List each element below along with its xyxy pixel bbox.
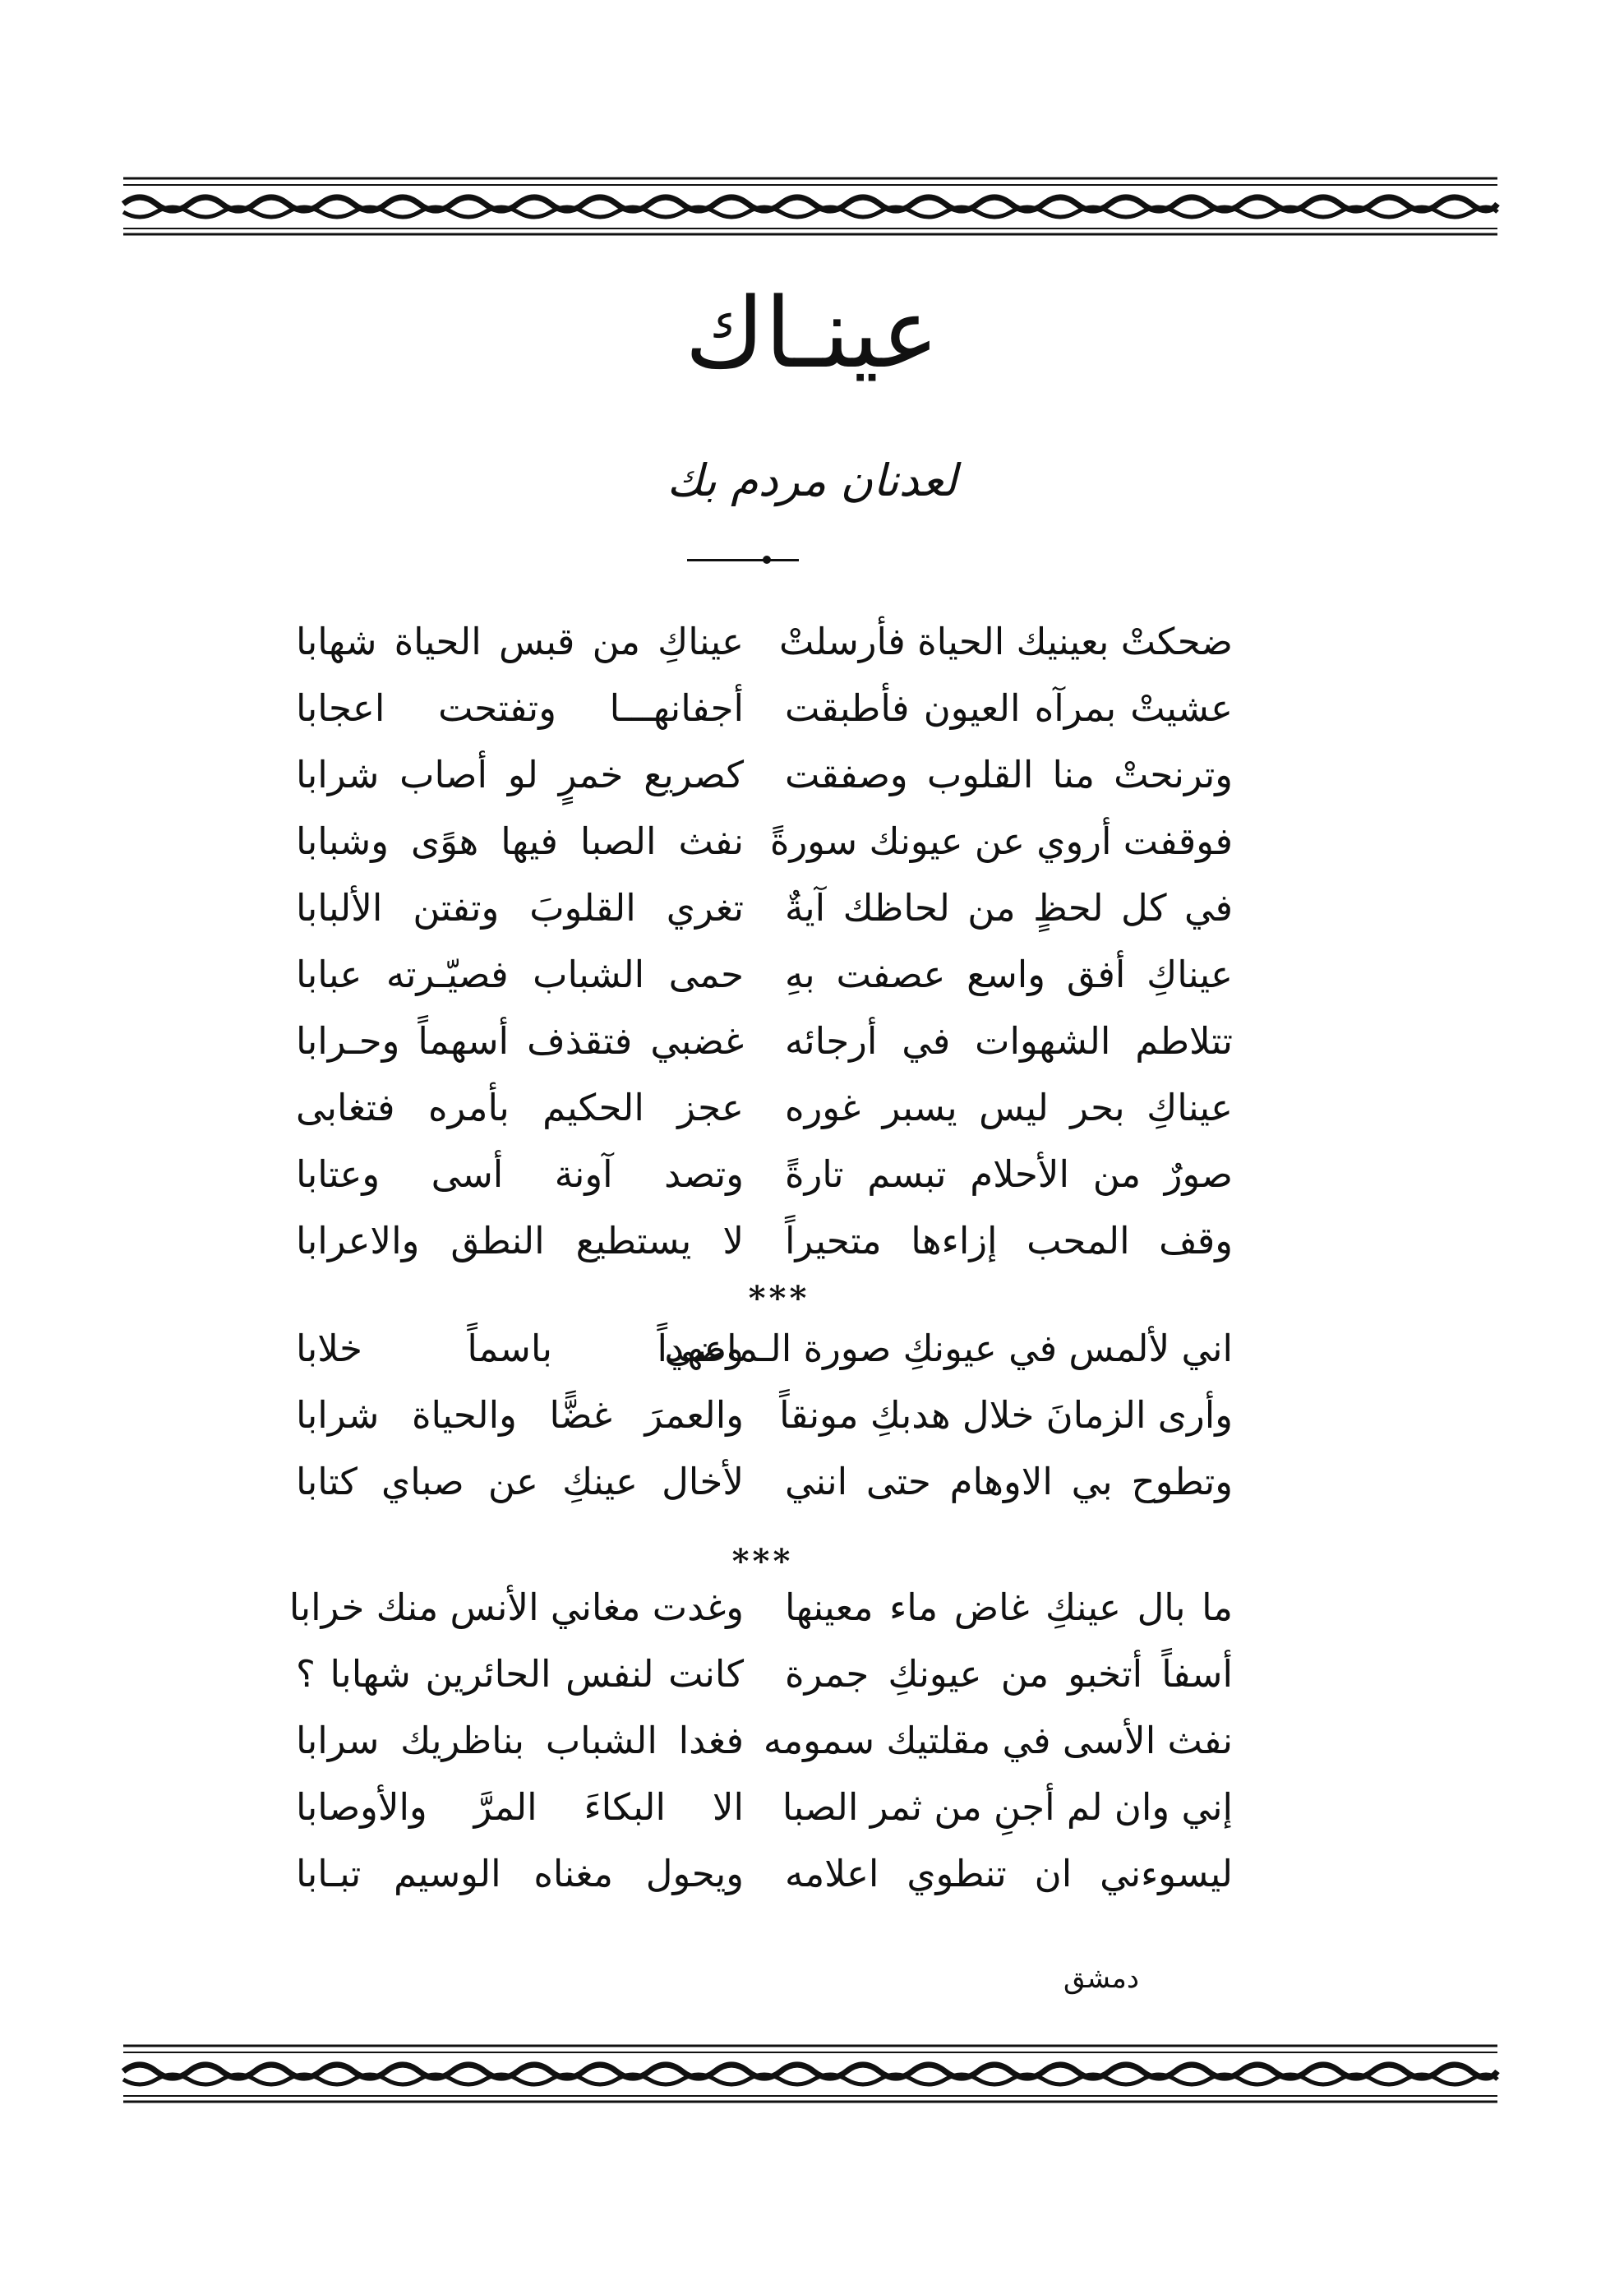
place-signature: دمشق (1063, 1962, 1140, 1995)
verse-first-hemistich: وتطوح بي الاوهام حتى انني (785, 1460, 1233, 1503)
verse-second-hemistich: وغدت مغاني الأنس منك خرابا (288, 1586, 744, 1629)
verse-second-hemistich: لأخال عينكِ عن صباي كتابا (296, 1460, 744, 1503)
verse-second-hemistich: عجز الحكيم بأمره فتغابى (296, 1086, 744, 1129)
verse-first-hemistich: فوقفت أروي عن عيونك سورةً (769, 819, 1233, 863)
verse-first-hemistich: عيناكِ بحر ليس يسبر غوره (785, 1086, 1233, 1129)
stanza-2 (296, 1315, 1233, 1515)
verse-first-hemistich: اني لألمس في عيونكِ صورة الـماضي (664, 1327, 1233, 1370)
verse-second-hemistich: وعهداً باسماً خلابا (296, 1327, 744, 1370)
verse (296, 1840, 1233, 1907)
title-divider (687, 559, 799, 561)
title-divider-ornament (763, 556, 771, 564)
verse (288, 1574, 1233, 1641)
verse-first-hemistich: عيناكِ أفق واسع عصفت بهِ (785, 953, 1233, 996)
verse-second-hemistich: نفث الصبا فيها هوًى وشبابا (296, 819, 744, 863)
verse-first-hemistich: ليسوءني ان تنطوي اعلامه (785, 1852, 1233, 1895)
verse-second-hemistich: الا البكاءَ المرَّ والأوصابا (296, 1785, 744, 1829)
verse (296, 1641, 1233, 1707)
verse-second-hemistich: كانت لنفس الحائرين شهابا ؟ (296, 1652, 744, 1696)
verse-first-hemistich: أسفاً أتخبو من عيونكِ جمرة (785, 1652, 1233, 1696)
verse (296, 808, 1233, 875)
stanza-separator: *** (748, 1279, 810, 1318)
verse-second-hemistich: والعمرَ غضًّا والحياة شرابا (296, 1393, 744, 1437)
verse (296, 1008, 1233, 1074)
stanza-3 (288, 1574, 1233, 1907)
verse-second-hemistich: فغدا الشباب بناظريك سرابا (296, 1719, 744, 1762)
verse (296, 1141, 1233, 1207)
verse-first-hemistich: صورٌ من الأحلام تبسم تارةً (785, 1152, 1233, 1196)
verse-second-hemistich: كصريع خمرٍ لو أصاب شرابا (296, 753, 744, 796)
stanza-1 (296, 608, 1233, 1274)
verse-second-hemistich: ويحول مغناه الوسيم تبـابا (296, 1852, 744, 1895)
verse-first-hemistich: إني وان لم أجنِ من ثمر الصبا (782, 1785, 1233, 1829)
verse (296, 741, 1233, 808)
stanza-separator: *** (731, 1542, 794, 1581)
verse (296, 1774, 1233, 1840)
verse-first-hemistich: ضحكتْ بعينيك الحياة فأرسلتْ (779, 620, 1233, 663)
verse-second-hemistich: غضبي فتقذف أسهماً وحـرابا (296, 1019, 744, 1063)
ornamental-border-bottom (123, 2043, 1497, 2104)
verse (296, 1707, 1233, 1774)
verse-first-hemistich: تتلاطم الشهوات في أرجائه (785, 1019, 1233, 1063)
verse-first-hemistich: وترنحتْ منا القلوب وصفقت (785, 753, 1233, 796)
verse-second-hemistich: تغري القلوبَ وتفتن الألبابا (296, 886, 744, 930)
verse (296, 1448, 1233, 1515)
ornamental-border-top (123, 176, 1497, 237)
poem-author: لعدنان مردم بك (667, 455, 957, 506)
verse-first-hemistich: وأرى الزمانَ خلال هدبكِ مونقاً (779, 1393, 1233, 1437)
verse (296, 1382, 1233, 1448)
verse-second-hemistich: وتصد آونة أسى وعتابا (296, 1152, 744, 1196)
verse (296, 1207, 1233, 1274)
verse (296, 675, 1233, 741)
verse-second-hemistich: حمى الشباب فصيّـرته عبابا (296, 953, 744, 996)
verse (296, 1074, 1233, 1141)
verse (296, 941, 1233, 1008)
verse-second-hemistich: عيناكِ من قبس الحياة شهابا (296, 620, 744, 663)
verse (296, 1315, 1233, 1382)
verse (296, 608, 1233, 675)
verse-first-hemistich: في كل لحظٍ من لحاظك آيةٌ (785, 886, 1233, 930)
verse-first-hemistich: وقف المحب إزاءها متحيراً (785, 1219, 1233, 1262)
verse-first-hemistich: نفث الأسى في مقلتيك سمومه (763, 1719, 1233, 1762)
verse-first-hemistich: ما بال عينكِ غاض ماء معينها (785, 1586, 1233, 1629)
poem-title: عينـاك (685, 276, 939, 390)
verse (296, 875, 1233, 941)
verse-first-hemistich: عشيتْ بمرآه العيون فأطبقت (785, 686, 1233, 730)
verse-second-hemistich: أجفانهـــا وتفتحت اعجابا (296, 686, 744, 730)
verse-second-hemistich: لا يستطيع النطق والاعرابا (296, 1219, 744, 1262)
